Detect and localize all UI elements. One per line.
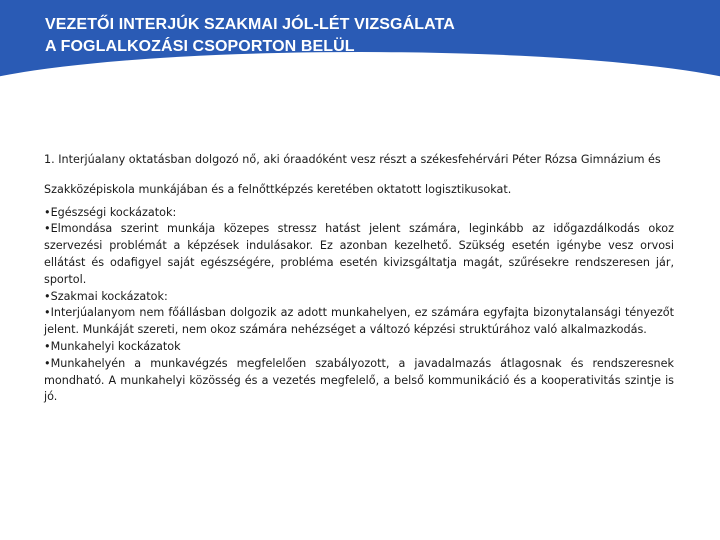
banner-curve — [0, 52, 720, 92]
title-line-1: VEZETŐI INTERJÚK SZAKMAI JÓL-LÉT VIZSGÁLATA — [45, 16, 455, 33]
bullet-health-heading: •Egészségi kockázatok: — [44, 205, 177, 219]
title-line-2: A FOGLALKOZÁSI CSOPORTON BELÜL — [45, 38, 355, 55]
intro-line-1: 1. Interjúalany oktatásban dolgozó nő, aki óraadóként vesz részt a székesfehérvári Péter Rózsa Gimnázium és — [44, 153, 661, 166]
body-text — [44, 152, 674, 406]
bullet-health-detail: •Elmondása szerint munkája közepes stressz hatást jelent számára, leginkább az időgazdálkodás okoz szervezési problémát a képzések indulásakor. Ez azonban kezelhető. Szükség esetén igénybe vesz orvosi ellátást és odafigyel saját egészségére, probléma esetén kivizsgáltatja magát, szűrésekre rendszeresen jár, sportol. — [44, 222, 674, 286]
bullet-workplace-heading: •Munkahelyi kockázatok — [44, 339, 181, 353]
intro-line-2: Szakközépiskola munkájában és a felnőttképzés keretében oktatott logisztikusokat. — [44, 182, 512, 196]
bullet-professional-heading: •Szakmai kockázatok: — [44, 289, 168, 303]
bullet-workplace-detail: •Munkahelyén a munkavégzés megfelelően szabályozott, a javadalmazás átlagosnak és rendszeresnek mondható. A munkahelyi közösség és a vezetés megfelelő, a belső kommunikáció és a kooperativitás szintje is jó. — [44, 356, 674, 404]
slide-title — [45, 14, 455, 58]
bullet-professional-detail: •Interjúalanyom nem főállásban dolgozik az adott munkahelyen, ez számára egyfajta bizonytalansági tényezőt jelent. Munkáját szereti, nem okoz számára nehézséget a változó képzési struktúrához való alkalmazkodás. — [44, 306, 674, 337]
title-banner — [0, 0, 720, 92]
